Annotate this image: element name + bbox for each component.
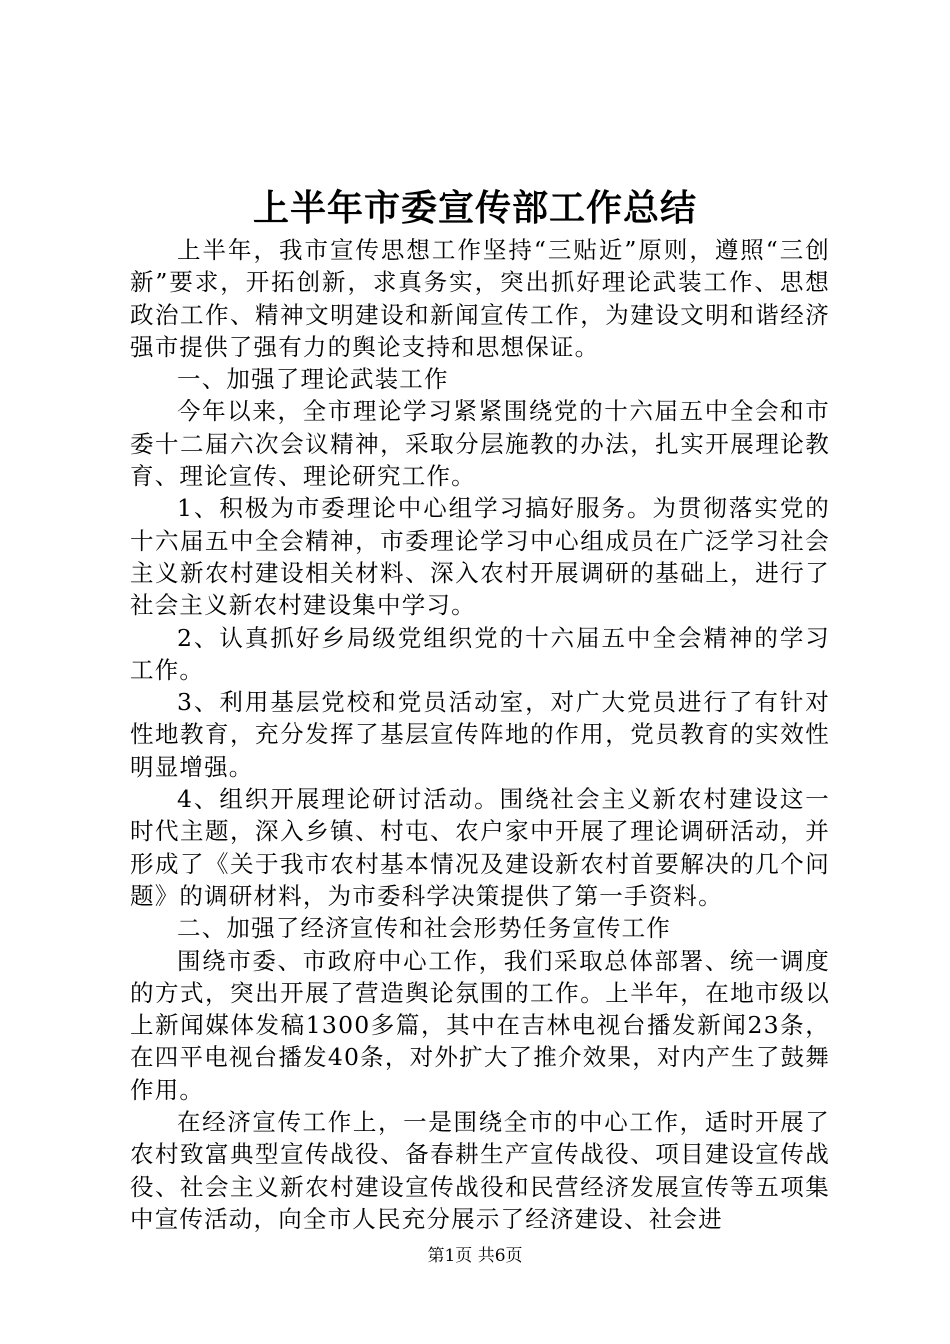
paragraph-intro: 上半年，我市宣传思想工作坚持“三贴近”原则，遵照“三创新”要求，开拓创新，求真务实，突出抓好理论武装工作、思想政治工作、精神文明建设和新闻宣传工作，为建设文明和谐经济强市提供了强有力的舆论支持和思想保证。 (130, 236, 830, 361)
paragraph-item-4: 4、组织开展理论研讨活动。围绕社会主义新农村建设这一时代主题，深入乡镇、村屯、农户家中开展了理论调研活动，并形成了《关于我市农村基本情况及建设新农村首要解决的几个问题》的调研材料，为市委科学决策提供了第一手资料。 (130, 785, 830, 910)
document-body (130, 234, 830, 1235)
section-heading-1: 一、加强了理论武装工作 (177, 365, 449, 394)
section-heading-2: 二、加强了经济宣传和社会形势任务宣传工作 (177, 914, 671, 943)
paragraph-item-3: 3、利用基层党校和党员活动室，对广大党员进行了有针对性地教育，充分发挥了基层宣传阵地的作用，党员教育的实效性明显增强。 (130, 688, 830, 781)
paragraph-economic-overview: 围绕市委、市政府中心工作，我们采取总体部署、统一调度的方式，突出开展了营造舆论氛围的工作。上半年，在地市级以上新闻媒体发稿1300多篇，其中在吉林电视台播发新闻23条，在四平电视台播发40条，对外扩大了推介效果，对内产生了鼓舞作用。 (130, 946, 830, 1104)
paragraph-theory-overview: 今年以来，全市理论学习紧紧围绕党的十六届五中全会和市委十二届六次会议精神，采取分层施教的办法，扎实开展理论教育、理论宣传、理论研究工作。 (130, 397, 830, 491)
page-number-footer: 第1页 共6页 (427, 1246, 523, 1266)
paragraph-item-2: 2、认真抓好乡局级党组织党的十六届五中全会精神的学习工作。 (130, 623, 830, 684)
paragraph-item-1: 1、积极为市委理论中心组学习搞好服务。为贯彻落实党的十六届五中全会精神，市委理论学习中心组成员在广泛学习社会主义新农村建设相关材料、深入农村开展调研的基础上，进行了社会主义新农村建设集中学习。 (130, 494, 830, 620)
document-title: 上半年市委宣传部工作总结 (252, 188, 697, 229)
paragraph-economic-detail: 在经济宣传工作上，一是围绕全市的中心工作，适时开展了农村致富典型宣传战役、备春耕生产宣传战役、项目建设宣传战役、社会主义新农村建设宣传战役和民营经济发展宣传等五项集中宣传活动，向全市人民充分展示了经济建设、社会进 (130, 1108, 830, 1233)
